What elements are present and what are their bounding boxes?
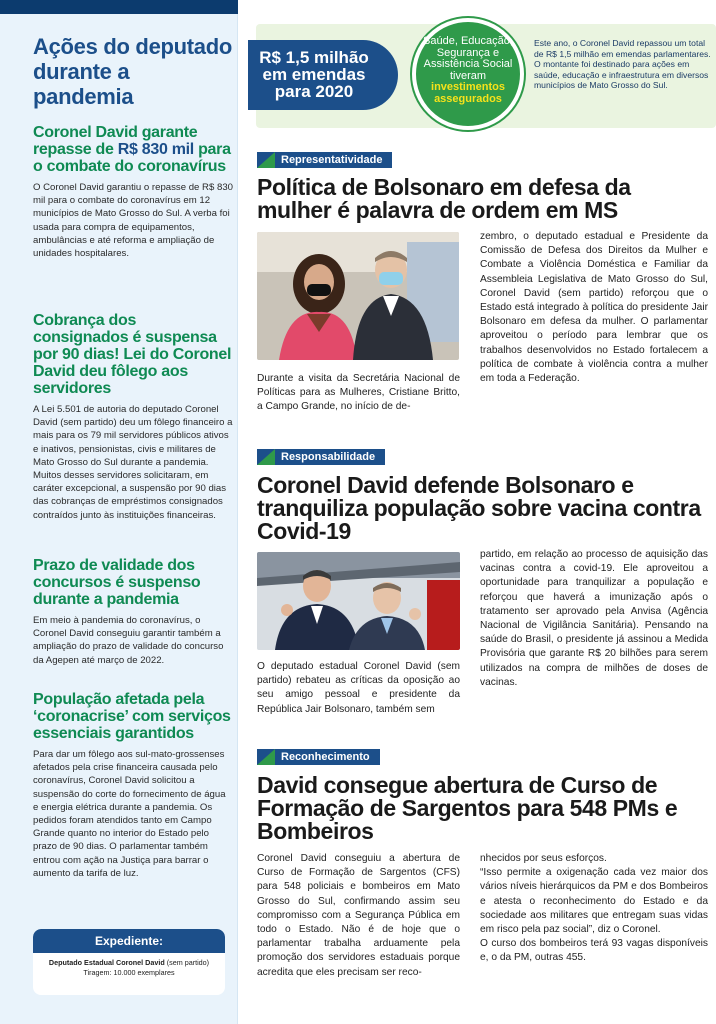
article-headline-sargentos: David consegue abertura de Curso de Formação de Sargentos para 548 PMs e Bombeiros xyxy=(257,772,678,844)
photo-deputy-with-president xyxy=(257,552,460,650)
article-mulher-col1: Durante a visita da Secretária Nacional de Políticas para as Mulheres, Cristiane Britto, a Campo Grande, no início de de- xyxy=(257,373,460,413)
sidebar-article-repasse xyxy=(33,124,233,260)
headline-highlight: R$ 830 mil xyxy=(117,141,194,158)
banner-circle xyxy=(412,18,524,130)
sidebar-article-headline: Cobrança dos consignados é suspensa por 90 dias! Lei do Coronel David deu fôlego aos servidores xyxy=(33,312,232,397)
section-tag-responsabilidade: Responsabilidade xyxy=(257,449,385,465)
sidebar-article-coronacrise xyxy=(33,691,233,880)
headline-part: para o combate do coronavírus xyxy=(33,141,231,175)
sidebar-article-body: O Coronel David garantiu o repasse de R$ 830 mil para o combate do coronavírus em 12 municípios de Mato Grosso do Sul. A verba foi usada para compra de equipamentos, ambulâncias e até reforma e ampliação de unidades hospitalares. xyxy=(33,182,233,260)
sidebar-article-concursos xyxy=(33,557,233,667)
section-tag-representatividade: Representatividade xyxy=(257,152,392,168)
expediente-title: Expediente: xyxy=(33,929,225,953)
sidebar-top-bar xyxy=(0,0,238,14)
article-sargentos-col1: Coronel David conseguiu a abertura de Curso de Formação de Sargentos (CFS) para 548 policiais e bombeiros em Mato Grosso do Sul, confirmando assim seu compromisso com a Segurança Pública em todo o Estado. Não é de hoje que o parlamentar trabalha arduamente pela promoção dos servidores estaduais porque acredita que eles precisam ser reco- xyxy=(257,853,460,978)
article-sargentos-quote: “Isso permite a oxigenação cada vez maior dos vários níveis hierárquicos da PM e dos Bombeiros e atesta o reconhecimento do Estado e da sociedade aos militares que entregam suas vidas em risco pela paz social”, diz o Coronel. xyxy=(480,867,708,936)
article-sargentos-paragraph: nhecidos por seus esforços. xyxy=(480,853,607,864)
article-vacina-col1: O deputado estadual Coronel David (sem partido) rebateu as críticas da oposição ao seu amigo pessoal e presidente da República Jair Bolsonaro, também sem xyxy=(257,661,460,715)
expediente-deputy-name: Deputado Estadual Coronel David xyxy=(48,958,165,967)
expediente-print-run: Tiragem: 10.000 exemplares xyxy=(83,968,175,977)
banner-amount: R$ 1,5 milhão em emendas para 2020 xyxy=(248,40,398,110)
sidebar-article-body: Para dar um fôlego aos sul-mato-grossenses afetados pela crise financeira causada pelo coronavírus, Coronel David solicitou a suspensão do corte do fornecimento de água e energia elétrica durante a pandemia. Os pedidos foram atendidos tanto em Campo Grande quanto no interior do Estado pelo prazo de 90 dias. O parlamentar também entrou com ação na Justiça para barrar o aumento da tarifa de luz. xyxy=(33,749,226,879)
banner-description: Este ano, o Coronel David repassou um total de R$ 1,5 milhão em emendas parlamentares. O montante foi destinado para ações em saúde, educação e infraestrutura em diversos municípios de Mato Grosso do Sul. xyxy=(534,38,711,91)
expediente-party: (sem partido) xyxy=(164,958,210,967)
article-mulher-col2: zembro, o deputado estadual e Presidente da Comissão de Defesa dos Direitos da Mulher e Combate a Violência Doméstica e Familiar da Assembleia Legislativa de Mato Grosso do Sul, Coronel David (sem partido) reforçou que o Estado está integrado à política do presidente Jair Bolsonaro em defesa da mulher. O parlamentar aproveitou o período para lembrar que os trabalhos desenvolvidos no Estado fortalecem a política de combate à violência contra a mulher em toda a Federação. xyxy=(480,231,708,385)
sidebar-article-headline: Prazo de validade dos concursos é suspenso durante a pandemia xyxy=(33,557,201,608)
sidebar-title: Ações do deputado durante a pandemia xyxy=(33,34,233,109)
section-tag-reconhecimento: Reconhecimento xyxy=(257,749,380,765)
article-headline-mulher: Política de Bolsonaro em defesa da mulher é palavra de ordem em MS xyxy=(257,174,631,223)
expediente-box xyxy=(33,929,225,995)
sidebar-article-headline: População afetada pela ‘coronacrise’ com serviços essenciais garantidos xyxy=(33,691,231,742)
sidebar-article-body: A Lei 5.501 de autoria do deputado Coronel David (sem partido) deu um fôlego financeiro a mais para os 79 mil servidores públicos ativos e inativos, pensionistas, civis e militares de Mato Grosso do Sul durante a pandemia. Muitos desses servidores solicitaram, em caráter excepcional, a suspensão por 90 dias das cobranças de empréstimos consignados contraídos junto às instituições financeiras. xyxy=(33,404,233,521)
photo-deputy-with-secretary xyxy=(257,232,459,360)
sidebar-article-consignados xyxy=(33,312,233,522)
sidebar xyxy=(0,0,238,1024)
article-vacina-col2: partido, em relação ao processo de aquisição das vacinas contra a covid-19. Ele aproveitou a oportunidade para tranquilizar a população e reforçou que haverá a imunização após o tratamento ser aprovado pela Anvisa (Agência Nacional de Vigilância Sanitária). Pensando na saúde do Brasil, o presidente já assinou a Medida Provisória que garante R$ 20 bilhões para serem utilizados na compra de milhões de doses de vacinas. xyxy=(480,549,708,688)
article-sargentos-paragraph: O curso dos bombeiros terá 93 vagas disponíveis e, o da PM, outras 455. xyxy=(480,938,708,964)
headline-part: Coronel David garante repasse de xyxy=(33,124,198,158)
sidebar-article-headline xyxy=(33,124,233,175)
article-sargentos-col2 xyxy=(480,852,708,966)
article-headline-vacina: Coronel David defende Bolsonaro e tranquiliza população sobre vacina contra Covid-19 xyxy=(257,472,701,544)
expediente-deputy xyxy=(33,958,225,967)
banner-circle-text: Saúde, Educação, Segurança e Assistência Social tiveram xyxy=(423,35,513,82)
sidebar-article-body: Em meio à pandemia do coronavírus, o Coronel David conseguiu garantir também a ampliação do prazo de validade do concurso da Agepen até março de 2022. xyxy=(33,615,224,666)
banner-circle-highlight: investimentos assegurados xyxy=(431,81,505,105)
